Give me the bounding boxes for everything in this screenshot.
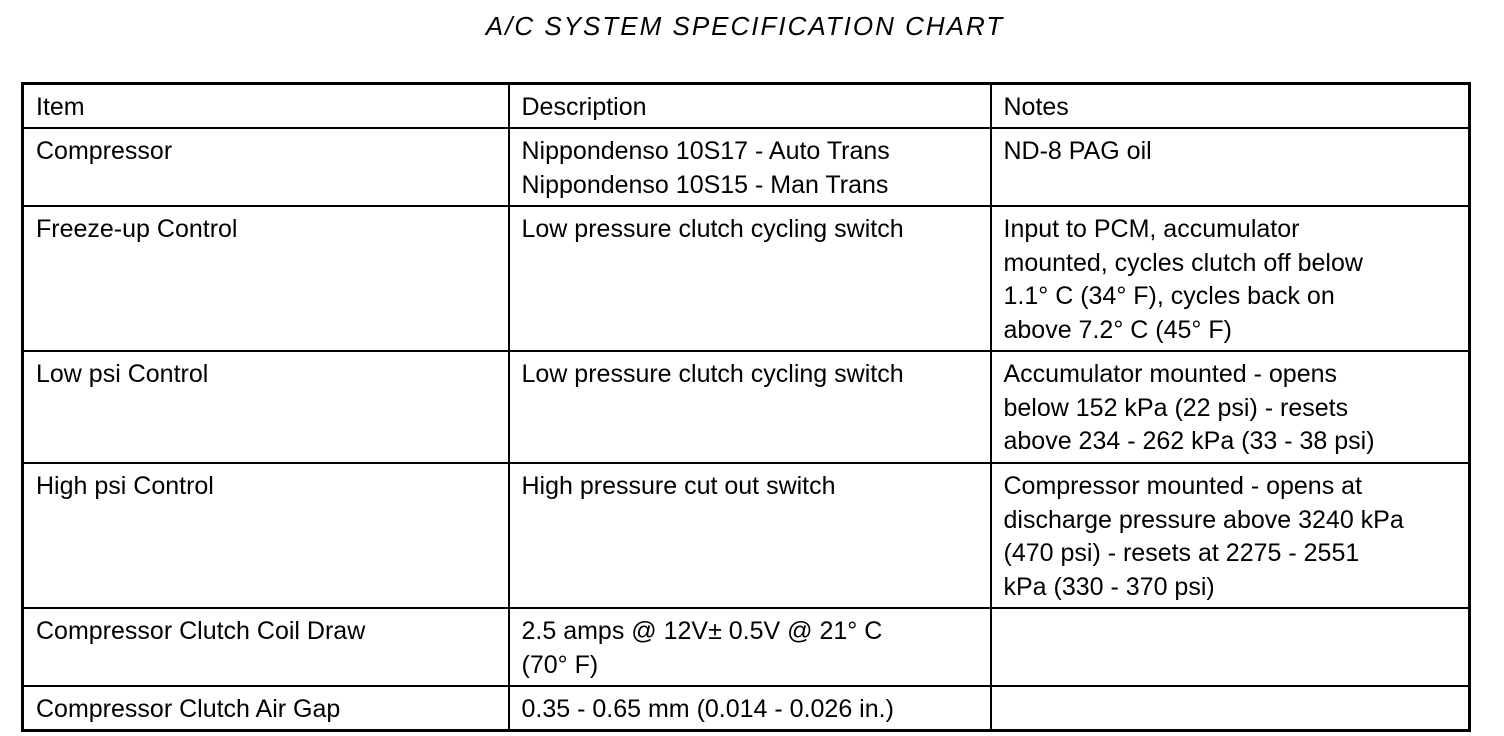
cell-notes — [991, 686, 1470, 731]
table-row — [23, 686, 1470, 731]
chart-title: A/C SYSTEM SPECIFICATION CHART — [485, 11, 1005, 41]
table-row — [23, 128, 1470, 206]
table-row — [23, 608, 1470, 686]
cell-description: 2.5 amps @ 12V± 0.5V @ 21° C (70° F) — [509, 608, 991, 686]
table-row — [23, 463, 1470, 608]
cell-notes: Input to PCM, accumulator mounted, cycles clutch off below 1.1° C (34° F), cycles back on above 7.2° C (45° F) — [991, 206, 1470, 351]
cell-description: 0.35 - 0.65 mm (0.014 - 0.026 in.) — [509, 686, 991, 731]
cell-item: Compressor Clutch Air Gap — [23, 686, 509, 731]
cell-notes: Accumulator mounted - opens below 152 kPa (22 psi) - resets above 234 - 262 kPa (33 - 38 psi) — [991, 351, 1470, 463]
cell-description: Low pressure clutch cycling switch — [509, 351, 991, 463]
table-row — [23, 206, 1470, 351]
cell-notes: ND-8 PAG oil — [991, 128, 1470, 206]
cell-notes: Compressor mounted - opens at discharge pressure above 3240 kPa (470 psi) - resets at 2275 - 2551 kPa (330 - 370 psi) — [991, 463, 1470, 608]
cell-description: Low pressure clutch cycling switch — [509, 206, 991, 351]
header-item: Item — [23, 84, 509, 129]
table-row — [23, 351, 1470, 463]
cell-item: Low psi Control — [23, 351, 509, 463]
header-description: Description — [509, 84, 991, 129]
spec-table — [21, 82, 1471, 732]
table-header-row — [23, 84, 1470, 129]
cell-description: High pressure cut out switch — [509, 463, 991, 608]
cell-item: High psi Control — [23, 463, 509, 608]
header-notes: Notes — [991, 84, 1470, 129]
cell-item: Freeze-up Control — [23, 206, 509, 351]
cell-notes — [991, 608, 1470, 686]
cell-description: Nippondenso 10S17 - Auto Trans Nippondenso 10S15 - Man Trans — [509, 128, 991, 206]
cell-item: Compressor — [23, 128, 509, 206]
cell-item: Compressor Clutch Coil Draw — [23, 608, 509, 686]
